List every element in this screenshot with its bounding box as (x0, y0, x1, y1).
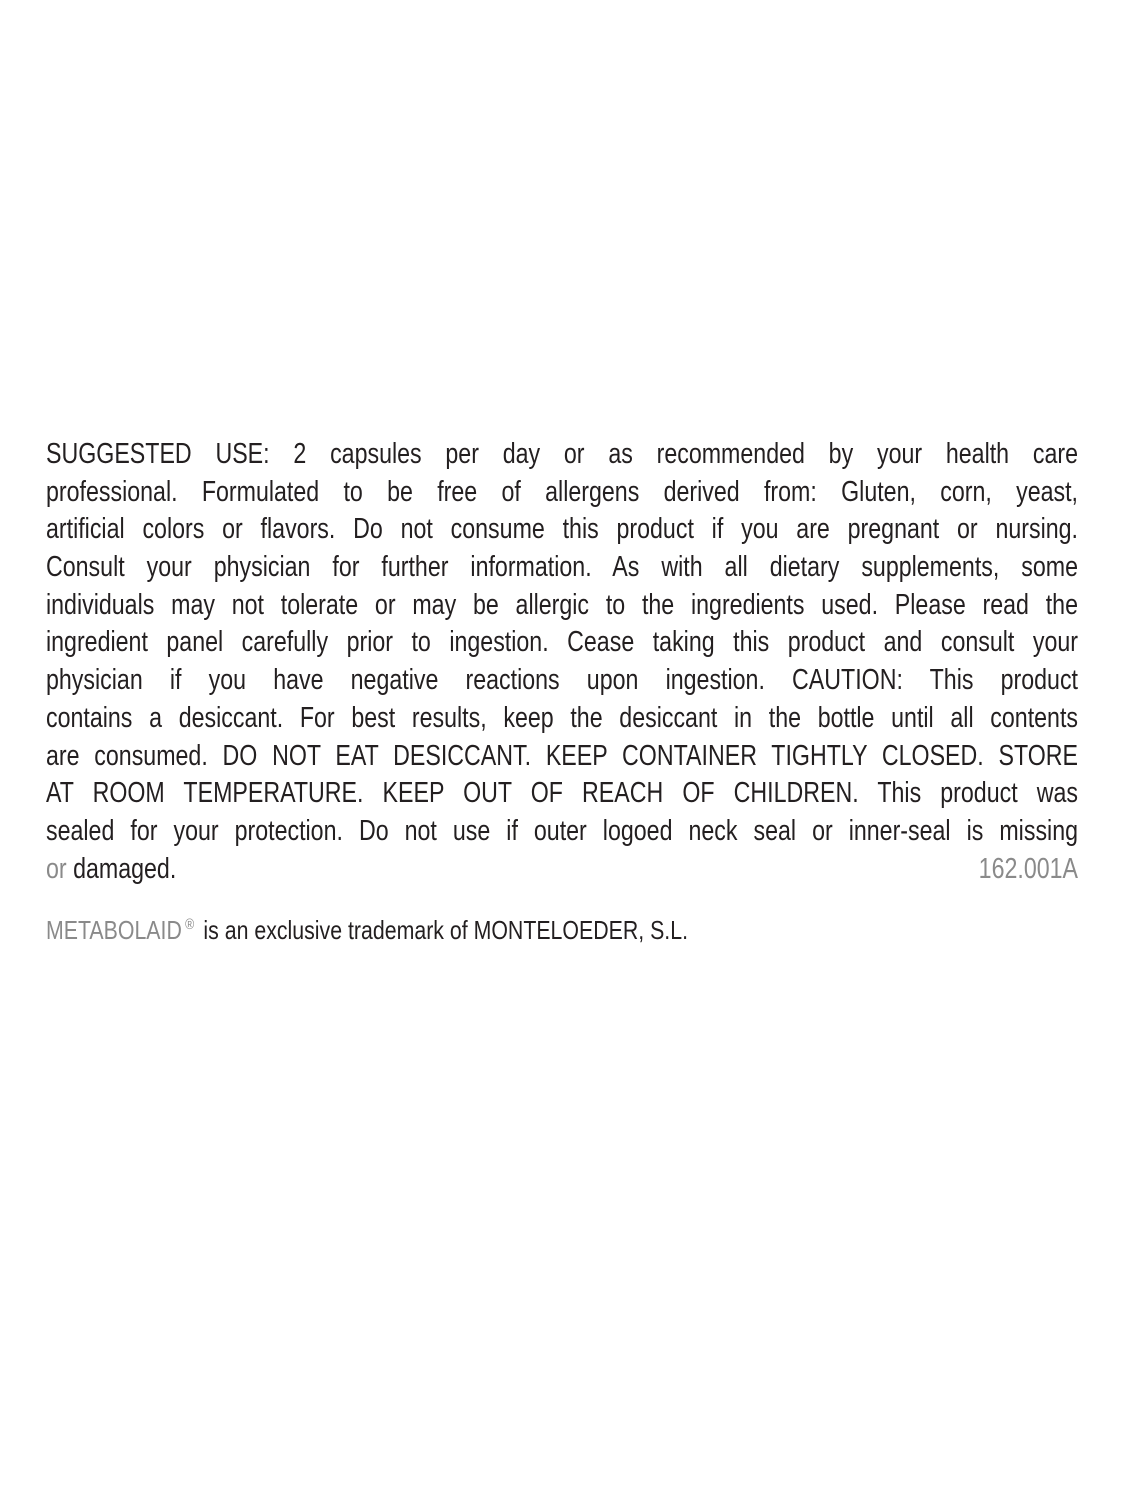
registered-symbol: ® (185, 916, 195, 933)
label-line-5: individuals may not tolerate or may be allergic to the ingredients used. Please read the (46, 588, 1078, 621)
label-line-12 (46, 851, 1078, 889)
label-line-2: professional. Formulated to be free of allergens derived from: Gluten, corn, yeast, (46, 475, 1078, 508)
label-line-6: ingredient panel carefully prior to ingestion. Cease taking this product and consult your (46, 626, 1078, 659)
last-line-text: damaged. (73, 852, 177, 885)
label-line-7: physician if you have negative reactions upon ingestion. CAUTION: This product (46, 664, 1078, 697)
trademark-text: is an exclusive trademark of MONTELOEDER, S.L. (203, 915, 689, 945)
label-line-11: sealed for your protection. Do not use if outer logoed neck seal or inner-seal is missing (46, 814, 1078, 847)
lot-code: 162.001A (978, 852, 1078, 885)
label-line-8: contains a desiccant. For best results, keep the desiccant in the bottle until all contents (46, 701, 1078, 734)
label-line-4: Consult your physician for further information. As with all dietary supplements, some (46, 551, 1078, 584)
label-line-10: AT ROOM TEMPERATURE. KEEP OUT OF REACH OF CHILDREN. This product was (46, 777, 1078, 810)
trademark-notice (46, 910, 688, 955)
last-line-prefix: or (46, 852, 67, 885)
label-line-9: are consumed. DO NOT EAT DESICCANT. KEEP CONTAINER TIGHTLY CLOSED. STORE (46, 739, 1078, 772)
label-line-3: artificial colors or flavors. Do not consume this product if you are pregnant or nursing. (46, 513, 1078, 546)
label-line-1: SUGGESTED USE: 2 capsules per day or as recommended by your health care (46, 438, 1078, 470)
label-text-panel (46, 436, 1078, 888)
brand-name: METABOLAID (46, 915, 182, 945)
